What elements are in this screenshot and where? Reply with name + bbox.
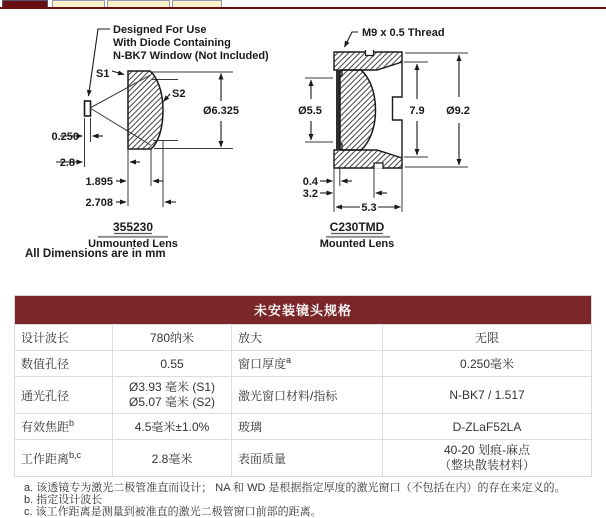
tab-fragment-selected[interactable] — [2, 0, 48, 7]
surface1-label: S1 — [96, 68, 110, 80]
thread-pointer-arrow — [345, 32, 359, 47]
spec-label: 激光窗口材料/指标 — [231, 376, 382, 413]
spec-table-grid — [15, 324, 591, 476]
spec-label: 设计波长 — [15, 324, 112, 350]
surface2-arrow — [164, 94, 171, 102]
dim-clear-aperture: Ø5.5 — [298, 105, 322, 117]
part-number-link-c230tmd[interactable]: C230TMD — [329, 220, 385, 234]
dim-lens-diameter: Ø6.325 — [202, 105, 240, 117]
spec-label: 放大 — [231, 324, 382, 350]
spec-label: 窗口厚度$^a$ — [231, 350, 382, 376]
unmounted-lens-body — [128, 71, 163, 149]
dim-working-distance: 2.8 — [59, 157, 75, 169]
spec-value: 0.250毫米 — [382, 350, 591, 376]
lens-retainer-strip — [336, 70, 340, 150]
spec-value: 4.5毫米±1.0% — [112, 413, 231, 439]
dimensions-note: All Dimensions are in mm — [25, 248, 166, 260]
tab-fragment-1[interactable] — [52, 0, 105, 7]
spec-label: 玻璃 — [231, 413, 382, 439]
spec-value: 780纳米 — [112, 324, 231, 350]
spec-label: 工作距离$^{b,c}$ — [15, 439, 112, 476]
lens-drawings — [0, 10, 606, 267]
dim-outer-diameter: Ø9.2 — [446, 105, 470, 117]
top-tab-strip — [0, 0, 606, 10]
housing-front-face — [393, 62, 403, 158]
spec-value: N-BK7 / 1.517 — [382, 376, 591, 413]
spec-value: Ø3.93 毫米 (S1) Ø5.07 毫米 (S2) — [112, 376, 231, 413]
diode-window — [85, 101, 91, 116]
lens-drawings-svg — [0, 10, 606, 262]
design-note-line3: N-BK7 Window (Not Included) — [113, 50, 269, 62]
unmounted-lens-spec-table — [14, 295, 592, 477]
dim-edge-thickness: 1.895 — [85, 176, 113, 188]
spec-value: 无限 — [382, 324, 591, 350]
dim-center-thickness: 2.708 — [85, 197, 113, 209]
surface2-label: S2 — [172, 88, 186, 100]
dim-length: 5.3 — [361, 202, 377, 214]
mounted-lens-caption: Mounted Lens — [319, 238, 395, 250]
thread-label: M9 x 0.5 Thread — [362, 27, 445, 39]
spec-table-title: 未安装镜头规格 — [15, 296, 591, 324]
dim-lens-offset: 3.2 — [302, 188, 318, 200]
tab-fragment-3[interactable] — [172, 0, 222, 7]
spec-label: 有效焦距$^b$ — [15, 413, 112, 439]
dim-front-offset: 0.4 — [302, 176, 318, 188]
spec-value: 40-20 划痕-麻点 （整块散装材料） — [382, 439, 591, 476]
spec-value: 0.55 — [112, 350, 231, 376]
unmounted-lens-caption: Unmounted Lens — [88, 238, 178, 250]
footnote-a: a. 该透镜专为激光二极管准直而设计； NA 和 WD 是根据指定厚度的激光窗口（不包括在内）的存在来定义的。 — [24, 482, 566, 494]
spec-label: 表面质量 — [231, 439, 382, 476]
note-pointer-arrow — [89, 29, 111, 96]
tab-fragment-2[interactable] — [107, 0, 170, 7]
footnote-c: c. 该工作距离是测量到被准直的激光二极管窗口前部的距离。 — [24, 506, 322, 518]
spec-value: 2.8毫米 — [112, 439, 231, 476]
mounted-lens-diagram — [298, 27, 470, 250]
spec-label: 通光孔径 — [15, 376, 112, 413]
unmounted-lens-diagram — [51, 24, 269, 250]
dim-window-thickness: 0.250 — [51, 131, 79, 143]
part-number-link-355230[interactable]: 355230 — [112, 220, 154, 234]
design-note-line1: Designed For Use — [113, 24, 207, 36]
footnote-b: b. 指定设计波长 — [24, 494, 103, 506]
spec-footnotes — [24, 482, 606, 518]
design-note-line2: With Diode Containing — [113, 37, 231, 49]
spec-label: 数值孔径 — [15, 350, 112, 376]
mounted-lens-body — [340, 70, 376, 150]
dim-inner-depth: 7.9 — [409, 105, 425, 117]
spec-value: D-ZLaF52LA — [382, 413, 591, 439]
surface1-arrow — [112, 71, 124, 75]
